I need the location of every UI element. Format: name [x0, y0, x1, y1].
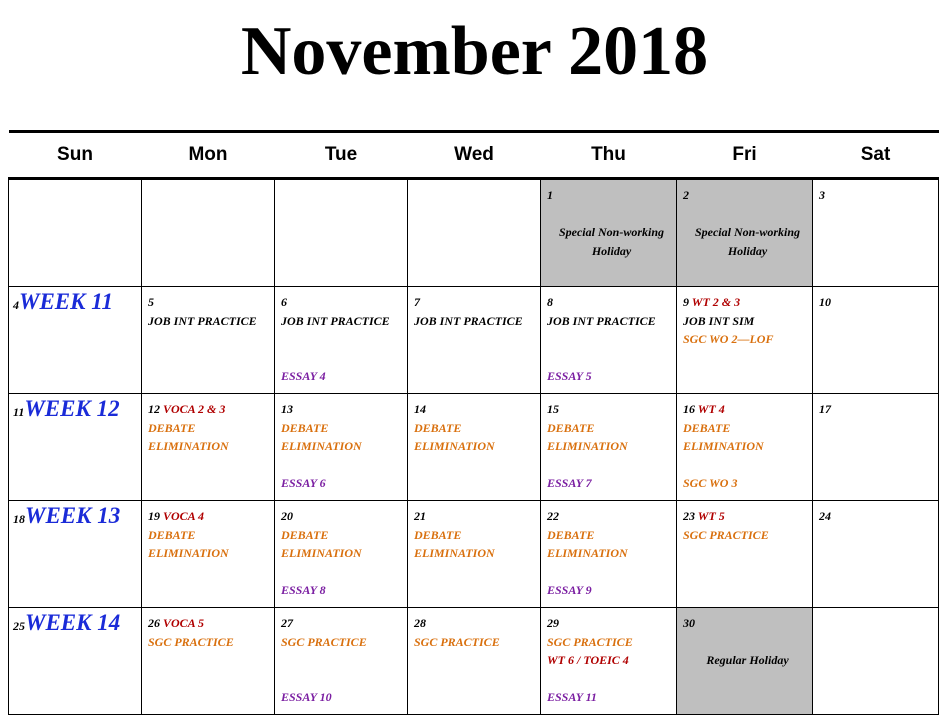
- day-number: 6: [281, 295, 287, 309]
- event-line: ELIMINATION: [683, 439, 764, 453]
- day-heading: [281, 614, 407, 633]
- event-line: ELIMINATION: [547, 546, 628, 560]
- day-number: 5: [148, 295, 154, 309]
- event-line: ELIMINATION: [281, 546, 362, 560]
- day-heading: [414, 507, 540, 526]
- day-number: 9: [683, 295, 689, 309]
- day-heading: [414, 293, 540, 312]
- day-heading: [819, 507, 938, 526]
- week-row: [9, 608, 939, 715]
- day-heading: [819, 400, 938, 419]
- event-label: WT 2 & 3: [691, 295, 741, 309]
- event-line: [281, 670, 407, 689]
- day-cell[interactable]: [541, 501, 677, 608]
- event-line: DEBATE: [683, 420, 731, 435]
- day-heading: [547, 293, 676, 312]
- day-heading: [683, 293, 812, 312]
- day-cell[interactable]: [275, 179, 408, 287]
- event-line: [281, 349, 407, 368]
- event-line: [281, 651, 407, 670]
- day-number: 18: [13, 512, 25, 526]
- event-label: VOCA 5: [163, 616, 205, 630]
- day-cell[interactable]: [677, 179, 813, 287]
- event-line: JOB INT SIM: [683, 313, 755, 328]
- event-line: DEBATE: [547, 527, 595, 542]
- day-cell[interactable]: [813, 287, 939, 394]
- day-number: 1: [547, 188, 553, 202]
- event-line: DEBATE: [547, 420, 595, 435]
- event-line: SGC PRACTICE: [148, 634, 234, 649]
- day-number: 23: [683, 509, 695, 523]
- day-cell[interactable]: [813, 179, 939, 287]
- day-number: 4: [13, 298, 19, 312]
- event-line: ESSAY 6: [281, 476, 326, 490]
- day-cell[interactable]: [142, 608, 275, 715]
- day-number: 24: [819, 509, 831, 523]
- event-line: DEBATE: [414, 527, 462, 542]
- event-line: [281, 330, 407, 349]
- event-line: SGC PRACTICE: [281, 634, 367, 649]
- day-number: 19: [148, 509, 160, 523]
- week-label: WEEK 13: [25, 503, 121, 528]
- day-heading: [281, 293, 407, 312]
- day-cell[interactable]: [541, 608, 677, 715]
- event-line: Special Non-working: [694, 225, 800, 239]
- week-row: [9, 179, 939, 287]
- day-cell[interactable]: [408, 179, 541, 287]
- event-line: SGC PRACTICE: [683, 527, 769, 542]
- event-line: ESSAY 10: [281, 690, 332, 704]
- event-line: [547, 456, 676, 475]
- event-line: Holiday: [727, 243, 768, 258]
- day-header-wed: Wed: [408, 132, 541, 179]
- day-cell[interactable]: [677, 394, 813, 501]
- day-cell[interactable]: [142, 287, 275, 394]
- day-number: 3: [819, 188, 825, 202]
- calendar-table: [8, 130, 939, 715]
- week-label: WEEK 14: [25, 610, 121, 635]
- day-cell[interactable]: [142, 179, 275, 287]
- day-number: 8: [547, 295, 553, 309]
- event-line: ESSAY 9: [547, 583, 592, 597]
- day-cell-sun[interactable]: [9, 179, 142, 287]
- day-heading: [819, 293, 938, 312]
- day-header-mon: Mon: [142, 132, 275, 179]
- day-cell-sun[interactable]: [9, 287, 142, 394]
- day-number: 20: [281, 509, 293, 523]
- day-number: 27: [281, 616, 293, 630]
- event-line: ELIMINATION: [414, 546, 495, 560]
- day-cell[interactable]: [275, 501, 408, 608]
- day-number: 13: [281, 402, 293, 416]
- event-line: ELIMINATION: [281, 439, 362, 453]
- day-number: 25: [13, 619, 25, 633]
- day-number: 30: [683, 616, 695, 630]
- day-number: 2: [683, 188, 689, 202]
- event-line: JOB INT PRACTICE: [148, 313, 257, 328]
- day-heading: [683, 614, 812, 633]
- day-heading: [414, 400, 540, 419]
- event-line: JOB INT PRACTICE: [547, 313, 656, 328]
- day-number: 26: [148, 616, 160, 630]
- day-cell[interactable]: [408, 287, 541, 394]
- day-heading: [148, 400, 274, 419]
- day-number: 15: [547, 402, 559, 416]
- day-cell-sun[interactable]: [9, 501, 142, 608]
- day-cell[interactable]: [408, 394, 541, 501]
- event-line: [547, 563, 676, 582]
- day-heading: [683, 186, 812, 205]
- event-line: SGC PRACTICE: [547, 634, 633, 649]
- event-label: WT 5: [697, 509, 725, 523]
- day-cell[interactable]: [275, 608, 408, 715]
- day-heading: [148, 507, 274, 526]
- day-cell[interactable]: [813, 608, 939, 715]
- day-number: 11: [13, 405, 25, 419]
- day-cell[interactable]: [813, 501, 939, 608]
- day-cell-sun[interactable]: [9, 608, 142, 715]
- day-header-fri: Fri: [677, 132, 813, 179]
- day-cell[interactable]: [677, 501, 813, 608]
- event-line: DEBATE: [281, 420, 329, 435]
- event-line: ELIMINATION: [414, 439, 495, 453]
- day-header-row: [9, 132, 939, 179]
- day-heading: [547, 507, 676, 526]
- week-row: [9, 501, 939, 608]
- event-line: Regular Holiday: [706, 653, 789, 667]
- day-number: 22: [547, 509, 559, 523]
- day-cell[interactable]: [408, 608, 541, 715]
- day-heading: [547, 400, 676, 419]
- event-line: DEBATE: [148, 527, 196, 542]
- week-label: WEEK 12: [24, 396, 120, 421]
- day-cell[interactable]: [677, 608, 813, 715]
- day-heading: [683, 507, 812, 526]
- day-heading: [414, 614, 540, 633]
- day-cell[interactable]: [813, 394, 939, 501]
- day-number: 12: [148, 402, 160, 416]
- day-cell[interactable]: [142, 501, 275, 608]
- event-line: [281, 563, 407, 582]
- event-line: [683, 633, 812, 652]
- day-cell[interactable]: [275, 287, 408, 394]
- day-number: 7: [414, 295, 420, 309]
- event-line: Special Non-working: [558, 225, 664, 239]
- day-heading: [547, 186, 676, 205]
- event-line: SGC WO 3: [683, 476, 738, 490]
- day-header-sat: Sat: [813, 132, 939, 179]
- day-number: 29: [547, 616, 559, 630]
- event-line: [281, 456, 407, 475]
- week-label: WEEK 11: [19, 289, 113, 314]
- day-number: 17: [819, 402, 831, 416]
- event-line: SGC WO 2—LOF: [683, 332, 774, 346]
- event-line: JOB INT PRACTICE: [281, 313, 390, 328]
- day-number: 28: [414, 616, 426, 630]
- event-line: DEBATE: [281, 527, 329, 542]
- event-line: JOB INT PRACTICE: [414, 313, 523, 328]
- event-line: ESSAY 5: [547, 369, 592, 383]
- week-row: [9, 394, 939, 501]
- day-cell[interactable]: [541, 179, 677, 287]
- day-cell[interactable]: [408, 501, 541, 608]
- day-header-thu: Thu: [541, 132, 677, 179]
- event-line: WT 6 / TOEIC 4: [547, 653, 629, 667]
- event-line: ESSAY 4: [281, 369, 326, 383]
- event-line: Holiday: [591, 243, 632, 258]
- day-number: 21: [414, 509, 426, 523]
- day-cell[interactable]: [275, 394, 408, 501]
- day-cell[interactable]: [541, 287, 677, 394]
- event-line: ELIMINATION: [547, 439, 628, 453]
- page-title: November 2018: [240, 13, 709, 90]
- day-heading: [148, 293, 274, 312]
- day-number: 16: [683, 402, 695, 416]
- event-line: [683, 205, 812, 224]
- day-number: 10: [819, 295, 831, 309]
- event-line: ESSAY 7: [547, 476, 592, 490]
- day-number: 14: [414, 402, 426, 416]
- event-line: [547, 670, 676, 689]
- event-line: [547, 205, 676, 224]
- day-heading: [281, 400, 407, 419]
- event-label: VOCA 4: [163, 509, 205, 523]
- event-line: [547, 349, 676, 368]
- event-label: WT 4: [697, 402, 725, 416]
- day-cell[interactable]: [541, 394, 677, 501]
- event-line: ELIMINATION: [148, 439, 229, 453]
- day-heading: [547, 614, 676, 633]
- event-line: SGC PRACTICE: [414, 634, 500, 649]
- day-heading: [148, 614, 274, 633]
- event-line: ELIMINATION: [148, 546, 229, 560]
- day-header-sun: Sun: [9, 132, 142, 179]
- event-label: VOCA 2 & 3: [163, 402, 226, 416]
- event-line: DEBATE: [148, 420, 196, 435]
- event-line: ESSAY 11: [547, 690, 597, 704]
- event-line: ESSAY 8: [281, 583, 326, 597]
- day-heading: [281, 507, 407, 526]
- event-line: DEBATE: [414, 420, 462, 435]
- week-row: [9, 287, 939, 394]
- day-cell-sun[interactable]: [9, 394, 142, 501]
- day-cell[interactable]: [677, 287, 813, 394]
- day-heading: [819, 186, 938, 205]
- day-cell[interactable]: [142, 394, 275, 501]
- event-line: [683, 456, 812, 475]
- event-line: [547, 330, 676, 349]
- day-header-tue: Tue: [275, 132, 408, 179]
- day-heading: [683, 400, 812, 419]
